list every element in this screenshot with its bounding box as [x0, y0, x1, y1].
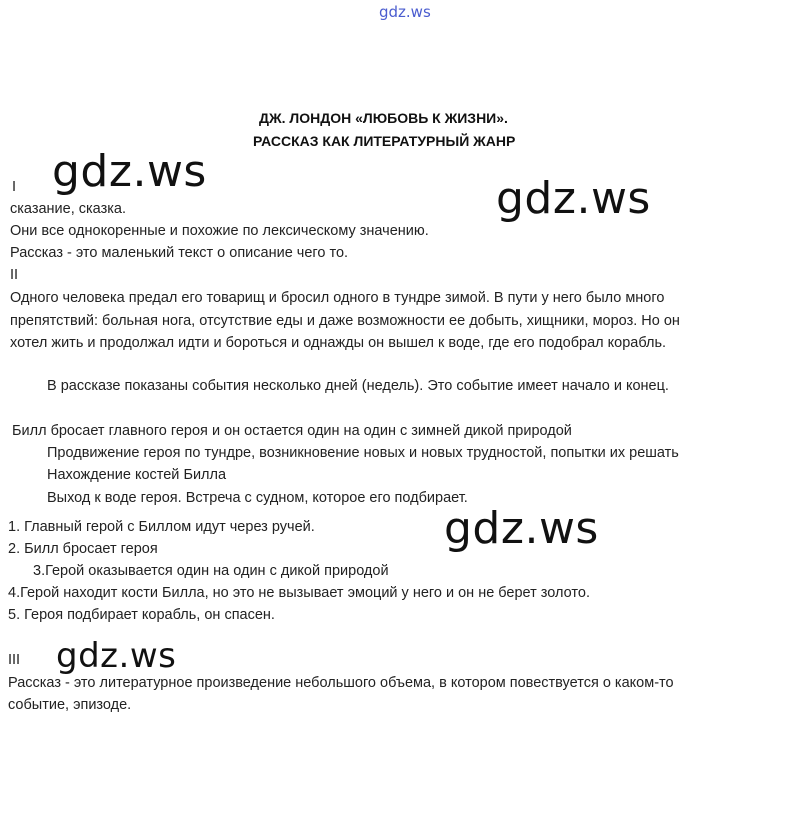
numbered-item: 5. Героя подбирает корабль, он спасен.	[8, 607, 275, 623]
section-2-paragraph-line: хотел жить и продолжал идти и бороться и однажды он вышел к воде, где его подобрал корабль.	[10, 335, 667, 351]
events-note: В рассказе показаны события несколько дней (недель). Это событие имеет начало и конец.	[47, 378, 669, 394]
numbered-item: 4.Герой находит кости Билла, но это не вызывает эмоций у него и он не берет золото.	[8, 585, 590, 601]
plot-item: Билл бросает главного героя и он остается один на один с зимней дикой природой	[12, 423, 572, 439]
section-2-paragraph-line: Одного человека предал его товарищ и бросил одного в тундре зимой. В пути у него было много	[10, 290, 665, 306]
section-1-line: Они все однокоренные и похожие по лексическому значению.	[10, 223, 429, 239]
section-1-numeral: I	[12, 179, 17, 195]
section-2-numeral: II	[10, 267, 19, 283]
section-1-line: сказание, сказка.	[10, 201, 126, 217]
title-line-1: ДЖ. ЛОНДОН «ЛЮБОВЬ К ЖИЗНИ».	[259, 110, 508, 126]
watermark: gdz.ws	[444, 503, 599, 554]
plot-item: Выход к воде героя. Встреча с судном, которое его подбирает.	[47, 490, 468, 506]
section-2-paragraph-line: препятствий: больная нога, отсутствие еды и даже возможности ее добыть, хищники, мороз. Но он	[10, 313, 680, 329]
section-3-line: событие, эпизоде.	[8, 697, 132, 713]
watermark: gdz.ws	[56, 636, 177, 676]
watermark: gdz.ws	[496, 173, 651, 224]
section-1-line: Рассказ - это маленький текст о описание чего то.	[10, 245, 349, 261]
section-3-line: Рассказ - это литературное произведение небольшого объема, в котором повествуется о каком-то	[8, 675, 674, 691]
plot-item: Продвижение героя по тундре, возникновение новых и новых трудностой, попытки их решать	[47, 445, 679, 461]
section-3-numeral: III	[8, 652, 21, 668]
plot-item: Нахождение костей Билла	[47, 467, 227, 483]
numbered-item: 1. Главный герой с Биллом идут через ручей.	[8, 519, 315, 535]
title-line-2: РАССКАЗ КАК ЛИТЕРАТУРНЫЙ ЖАНР	[253, 133, 516, 149]
numbered-item: 2. Билл бросает героя	[8, 541, 158, 557]
watermark: gdz.ws	[52, 146, 207, 197]
numbered-item: 3.Герой оказывается один на один с дикой природой	[33, 563, 389, 579]
header-watermark: gdz.ws	[379, 3, 431, 21]
